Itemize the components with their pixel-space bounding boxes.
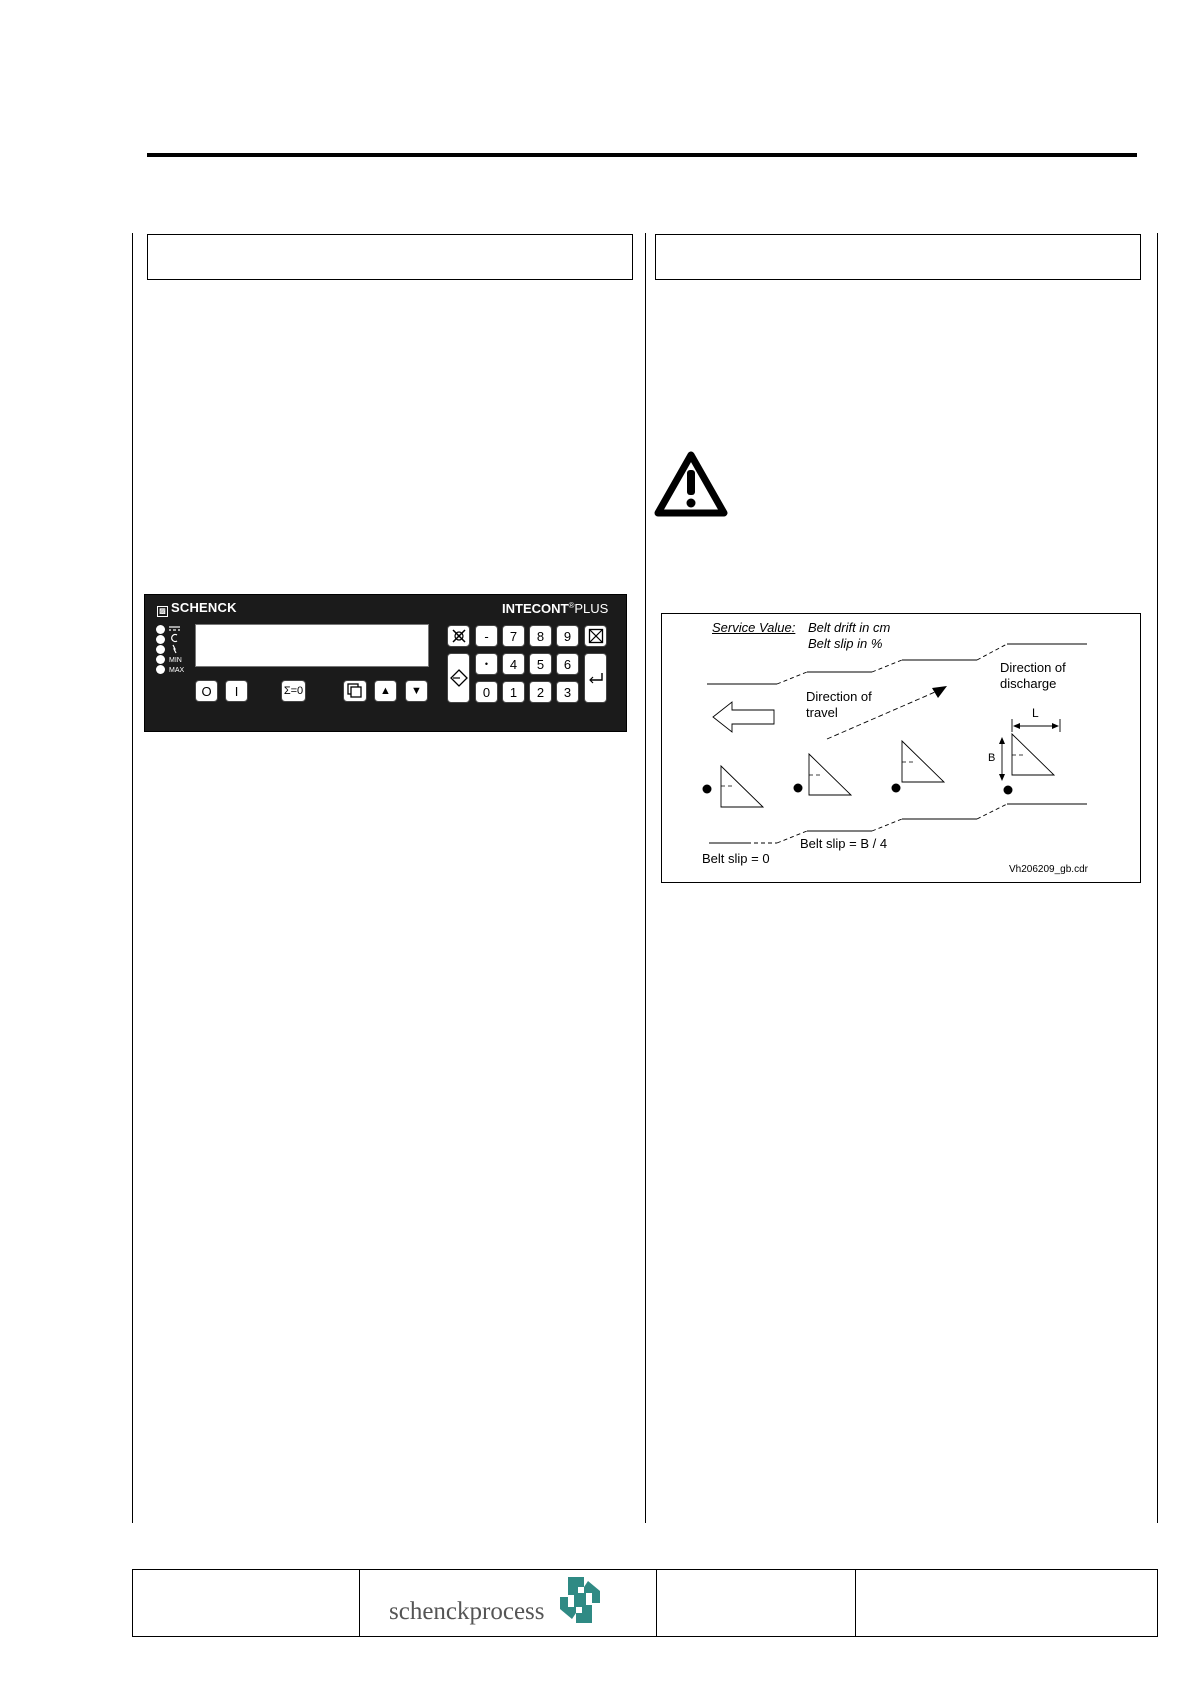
led-label-min: MIN <box>169 657 182 664</box>
lcd-display <box>195 624 429 667</box>
scroll-down-key[interactable]: ▼ <box>405 680 428 702</box>
schenck-process-logo-icon <box>554 1573 606 1632</box>
schenck-logo-icon: ▨ <box>157 606 168 617</box>
intecont-keypad-panel <box>144 594 627 732</box>
on-key[interactable]: I <box>225 680 248 702</box>
footer-cell-1 <box>133 1570 360 1636</box>
clear-key[interactable] <box>447 625 470 647</box>
footer-cell-logo <box>359 1570 657 1636</box>
enter-key[interactable] <box>584 653 607 703</box>
function-key[interactable] <box>447 653 470 703</box>
key-8[interactable]: 8 <box>529 625 552 647</box>
key-3[interactable]: 3 <box>556 681 579 703</box>
direction-of-travel-line1: Direction of <box>806 689 872 704</box>
belt-slip-b4-label: Belt slip = B / 4 <box>800 836 888 851</box>
status-led-1 <box>156 625 165 634</box>
sum-zero-key[interactable]: Σ=0 <box>281 680 306 702</box>
decimal-key[interactable]: • <box>475 653 498 675</box>
header-rule <box>147 153 1137 157</box>
warning-icon <box>654 450 728 518</box>
enter-icon <box>588 671 604 685</box>
led-label-max: MAX <box>169 667 185 674</box>
direction-of-discharge-line2: discharge <box>1000 676 1057 691</box>
dimension-label-l: L <box>1032 706 1039 720</box>
brand-label: ▨ SCHENCK <box>157 600 237 617</box>
key-6[interactable]: 6 <box>556 653 579 675</box>
key-4[interactable]: 4 <box>502 653 525 675</box>
right-column-border <box>1157 233 1158 1523</box>
direction-of-discharge-line1: Direction of <box>1000 660 1066 675</box>
direction-of-travel-line2: travel <box>806 705 838 720</box>
key-1[interactable]: 1 <box>502 681 525 703</box>
cancel-key[interactable] <box>584 625 607 647</box>
center-column-border <box>645 233 646 1523</box>
off-key[interactable]: O <box>195 680 218 702</box>
company-logo-text <box>389 1598 545 1626</box>
logo-word-schenck: schenck <box>389 1598 470 1625</box>
status-led-3 <box>156 645 165 654</box>
minus-key[interactable]: - <box>475 625 498 647</box>
belt-slip-unit: Belt slip in % <box>808 636 883 651</box>
page-footer <box>132 1569 1158 1637</box>
service-value-label: Service Value: <box>712 620 796 635</box>
left-column-border <box>132 233 133 1523</box>
key-2[interactable]: 2 <box>529 681 552 703</box>
box-x-icon <box>588 628 604 644</box>
key-0[interactable]: 0 <box>475 681 498 703</box>
left-section-header-box <box>147 234 633 280</box>
clear-icon <box>451 628 467 644</box>
diagram-filename: Vh206209_gb.cdr <box>1009 864 1088 875</box>
status-led-2 <box>156 635 165 644</box>
key-7[interactable]: 7 <box>502 625 525 647</box>
key-5[interactable]: 5 <box>529 653 552 675</box>
status-led-min <box>156 655 165 664</box>
pages-icon <box>347 683 363 699</box>
status-led-max <box>156 665 165 674</box>
belt-slip-zero-label: Belt slip = 0 <box>702 851 770 866</box>
diamond-arrow-icon <box>450 669 468 687</box>
belt-diagram-graphics <box>662 614 1140 882</box>
led-symbol-icons <box>168 625 182 660</box>
product-label: INTECONT®PLUS <box>502 601 609 616</box>
scroll-up-key[interactable]: ▲ <box>374 680 397 702</box>
belt-drift-unit: Belt drift in cm <box>808 620 891 635</box>
key-9[interactable]: 9 <box>556 625 579 647</box>
dimension-label-b: B <box>988 752 996 764</box>
footer-cell-3 <box>656 1570 856 1636</box>
page-key[interactable] <box>343 680 367 702</box>
belt-slip-diagram <box>661 613 1141 883</box>
logo-word-process: process <box>469 1598 545 1625</box>
footer-cell-4 <box>855 1570 1157 1636</box>
right-section-header-box <box>655 234 1141 280</box>
